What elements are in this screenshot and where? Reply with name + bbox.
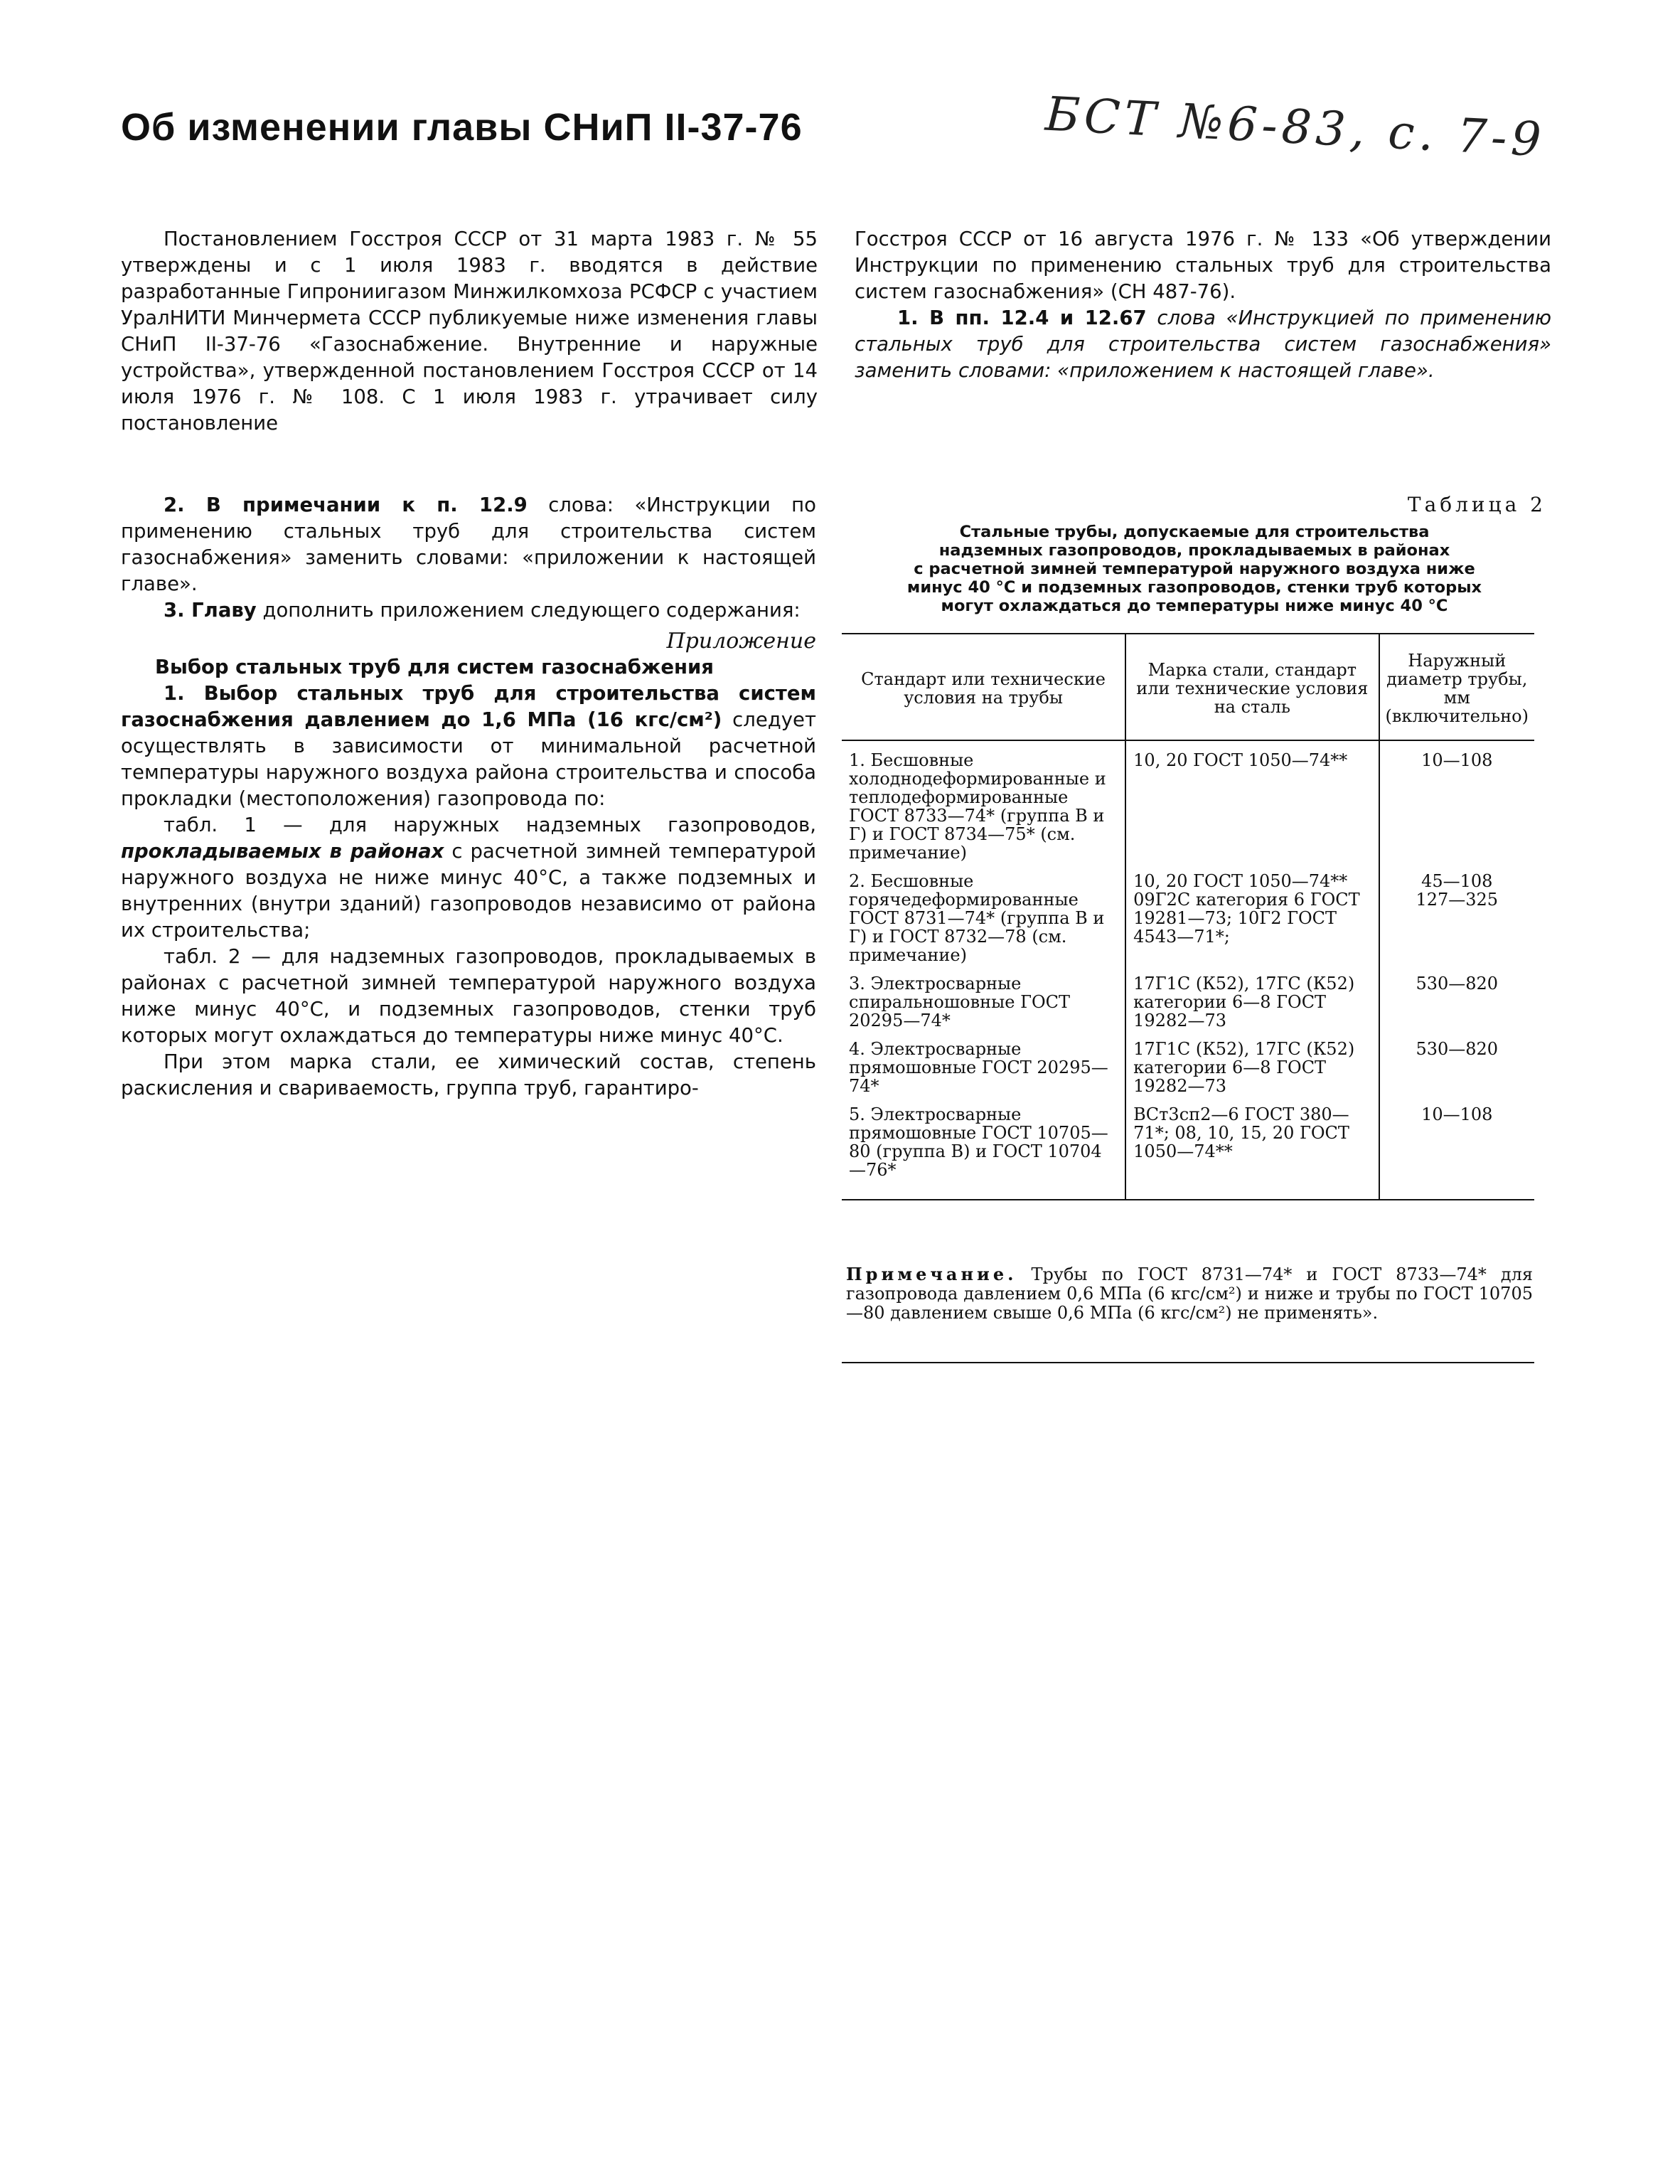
- table-row: [842, 1030, 1534, 1095]
- cell-steel: 10, 20 ГОСТ 1050—74**: [1125, 740, 1379, 862]
- page-title: Об изменении главы СНиП II-37-76: [121, 106, 803, 149]
- note-lead: Примечание.: [846, 1264, 1017, 1284]
- intro-continuation: Госстроя СССР от 16 августа 1976 г. № 133 «Об утверждении Инструкции по применению стальных труб для строительства систем газоснабжения» (СН 487-76).: [855, 228, 1551, 303]
- table-2-caption-line: с расчетной зимней температурой наружного воздуха ниже: [914, 560, 1475, 578]
- cell-standard: 5. Электросварные прямошовные ГОСТ 10705—80 (группа В) и ГОСТ 10704—76*: [842, 1095, 1125, 1200]
- item-1: [855, 305, 1551, 384]
- table-2-caption-line: могут охлаждаться до температуры ниже минус 40 °С: [941, 597, 1448, 615]
- appendix-paragraph-1: [121, 681, 816, 812]
- cell-standard: 1. Бесшовные холоднодеформированные и теплодеформированные ГОСТ 8733—74* (группа В и Г) и ГОСТ 8734—75* (см. примечание): [849, 750, 1106, 863]
- item-3-text: дополнить приложением следующего содержания:: [256, 599, 801, 622]
- table-1-reference-text: с расчетной зимней температурой наружного воздуха не ниже минус 40°С, а также подземных и внутренних (внутри зданий) газопроводов независимо от района их строительства;: [121, 840, 816, 942]
- item-3: [121, 597, 816, 624]
- item-1-text: слова «Инструкцией по применению стальных труб для строительства систем газоснабжения» заменить словами: «приложением к настоящей главе».: [855, 307, 1552, 382]
- appendix-paragraph-1-lead: 1. Выбор стальных труб для строительства систем газоснабжения давлением до 1,6 МПа (16 кгс/см²): [121, 682, 816, 731]
- table-row: [842, 1095, 1534, 1200]
- table-1-reference-italic: прокладываемых в районах: [121, 840, 444, 863]
- table-header-row: [842, 634, 1534, 740]
- table-row: [842, 740, 1534, 862]
- table-2-caption-line: надземных газопроводов, прокладываемых в районах: [938, 541, 1450, 560]
- table-1-reference: [121, 812, 816, 944]
- table-1-reference-lead: табл. 1 — для наружных надземных газопроводов,: [164, 814, 816, 836]
- cell-diameter: 530—820: [1379, 964, 1535, 1030]
- cell-standard: 2. Бесшовные горячедеформированные ГОСТ 8731—74* (группа В и Г) и ГОСТ 8732—78 (см. примечание): [849, 871, 1105, 965]
- cell-diameter: 45—108 127—325: [1379, 862, 1535, 964]
- cell-diameter: 530—820: [1379, 1030, 1535, 1095]
- cell-steel: 17Г1С (К52), 17ГС (К52) категории 6—8 ГОСТ 19282—73: [1125, 1030, 1379, 1095]
- item-2: [121, 492, 816, 597]
- column-header-standard: Стандарт или технические условия на трубы: [842, 634, 1125, 740]
- handwritten-note: БСТ №6-83, с. 7-9: [1044, 86, 1547, 168]
- item-2-text: слова: «Инструкции по применению стальных труб для строительства систем газоснабжения» заменить словами: «приложении к настоящей главе».: [121, 494, 816, 595]
- table-2-caption: [839, 523, 1550, 615]
- table-2-note: [846, 1264, 1533, 1323]
- cell-standard: 4. Электросварные прямошовные ГОСТ 20295—74*: [849, 1039, 1108, 1096]
- intro-right-column: [855, 226, 1551, 384]
- appendix-label: Приложение: [666, 629, 816, 654]
- cell-steel: ВСт3сп2—6 ГОСТ 380—71*; 08, 10, 15, 20 ГОСТ 1050—74**: [1125, 1095, 1379, 1200]
- item-3-lead: 3. Главу: [164, 599, 257, 622]
- intro-left-column: [121, 226, 818, 437]
- closing-paragraph: При этом марка стали, ее химический состав, степень раскисления и свариваемость, группа труб, гарантиро-: [121, 1050, 816, 1099]
- table-2-reference: табл. 2 — для надземных газопроводов, прокладываемых в районах с расчетной зимней температурой наружного воздуха ниже минус 40°С, и подземных газопроводов, стенки труб которых могут охлаждаться до температуры ниже минус 40°С.: [121, 945, 816, 1047]
- table-2-caption-line: Стальные трубы, допускаемые для строительства: [959, 523, 1430, 541]
- column-header-steel: Марка стали, стандарт или технические условия на сталь: [1125, 634, 1379, 740]
- cell-steel: 17Г1С (К52), 17ГС (К52) категории 6—8 ГОСТ 19282—73: [1125, 964, 1379, 1030]
- note-text: Трубы по ГОСТ 8731—74* и ГОСТ 8733—74* для газопровода давлением 0,6 МПа (6 кгс/см²) и ниже и трубы по ГОСТ 10705—80 давлением свыше 0,6 МПа (6 кгс/см²) не применять».: [846, 1264, 1533, 1323]
- cell-steel: 10, 20 ГОСТ 1050—74** 09Г2С категория 6 ГОСТ 19281—73; 10Г2 ГОСТ 4543—71*;: [1125, 862, 1379, 964]
- column-header-diameter: Наружный диаметр трубы, мм (включительно): [1379, 634, 1535, 740]
- table-row: [842, 862, 1534, 964]
- table-bottom-rule: [842, 1362, 1534, 1363]
- cell-diameter: 10—108: [1379, 740, 1535, 862]
- item-1-lead: 1. В пп. 12.4 и 12.67: [897, 307, 1147, 329]
- table-2-caption-line: минус 40 °С и подземных газопроводов, стенки труб которых: [906, 578, 1482, 597]
- cell-standard: 3. Электросварные спиральношовные ГОСТ 20295—74*: [849, 974, 1071, 1030]
- appendix-title: Выбор стальных труб для систем газоснабжения: [155, 656, 714, 678]
- intro-paragraph: Постановлением Госстроя СССР от 31 марта 1983 г. № 55 утверждены и с 1 июля 1983 г. вводятся в действие разработанные Гипрониигазом Минжилкомхоза РСФСР с участием УралНИТИ Минчермета СССР публикуемые ниже изменения главы СНиП II-37-76 «Газоснабжение. Внутренние и наружные устройства», утвержденной постановлением Госстроя СССР от 14 июля 1976 г. № 108. С 1 июля 1983 г. утрачивает силу постановление: [121, 228, 818, 435]
- body-left-column: [121, 492, 816, 1102]
- table-2-label: Таблица 2: [1407, 493, 1546, 516]
- item-2-lead: 2. В примечании к п. 12.9: [164, 494, 528, 516]
- cell-diameter: 10—108: [1379, 1095, 1535, 1200]
- appendix-paragraph-1-text: следует осуществлять в зависимости от минимальной расчетной температуры наружного воздуха района строительства и способа прокладки (местоположения) газопровода по:: [121, 708, 816, 810]
- table-2: [842, 633, 1534, 1200]
- table-row: [842, 964, 1534, 1030]
